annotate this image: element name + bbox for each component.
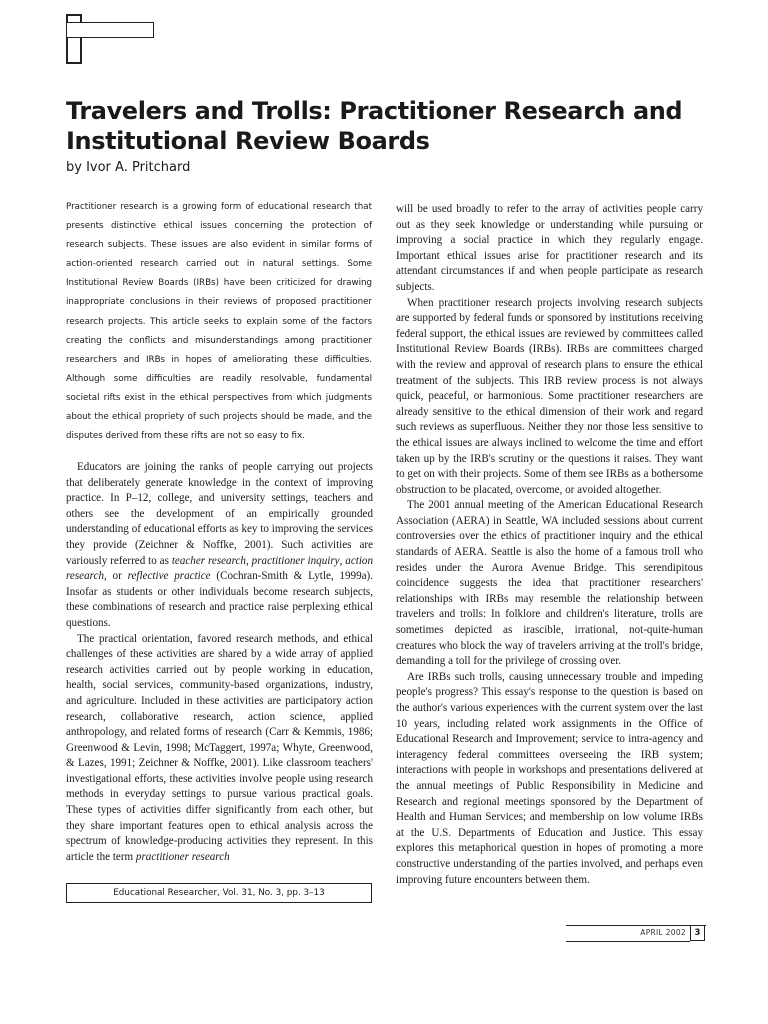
body-text: Educators are joining the ranks of people carrying out projects that deliberately generate knowledge in the context of improving practice. In P–12, college, and university settings, teachers and others see the development of an empirically grounded understanding of educational efforts as key to improving the services they provide (Zeichner & Noffke, 2001). Such activities are variously referred to as xyxy=(66,461,373,567)
article-abstract: Practitioner research is a growing form of educational research that presents distinctive ethical issues concerning the protection of research subjects. These issues are also evident in similar forms of action-oriented research carried out in natural settings. Some Institutional Review Boards (IRBs) have been criticized for drawing inappropriate conclusions in their reviews of proposed practitioner research projects. This article seeks to explain some of the factors creating the conflicts and misunderstandings among practitioner researchers and IRBs in hopes of ameliorating these difficulties. Although some difficulties are readily resolvable, fundamental societal rifts exist in the ethical perspectives from which judgments about the ethical propriety of such projects should be made, and the disputes derived from these rifts are not so easy to fix. xyxy=(66,202,372,442)
corner-bar-mark xyxy=(66,22,154,38)
separator: , xyxy=(339,554,346,567)
body-column-left xyxy=(66,460,373,865)
body-text: The practical orientation, favored research methods, and ethical challenges of these activities are shared by a wide array of applied research activities carried out by people working in education, health, social services, community-based organizations, industry, and agriculture. Included in these activities are participatory action research, collaborative research, action science, applied anthropology, and related forms of research (Carr & Kemmis, 1986; Greenwood & Levin, 1998; McTaggert, 1997a; Whyte, Greenwood, & Lazes, 1991; Zeichner & Noffke, 2001). Like classroom teachers' investigational efforts, these activities involve people using research methods in everyday settings to pursue various practical goals. These types of activities differ significantly from each other, but they share important features open to ethical analysis across the spectrum of knowledge-producing activities they represent. In this article the term xyxy=(66,632,373,863)
article-title: Travelers and Trolls: Practitioner Research and Institutional Review Boards xyxy=(66,97,683,155)
body-paragraph: will be used broadly to refer to the array of activities people carry out as they seek knowledge or understanding while pursuing or improving a social practice in which they regularly engage. Important ethical issues arise for practitioner research and its attendant circumstances if and when people participate as research subjects. xyxy=(396,203,703,293)
page-number: 3 xyxy=(690,925,705,941)
emphasis-term: action research xyxy=(66,554,373,583)
body-text: (Cochran-Smith & Lytle, 1999a). Insofar as students or other individuals become research subjects, these combinations of research and practice raise perplexing ethical questions. xyxy=(66,570,374,629)
journal-citation: Educational Researcher, Vol. 31, No. 3, pp. 3–13 xyxy=(113,888,325,898)
footer-date: APRIL 2002 xyxy=(640,928,686,937)
emphasis-term: teacher research xyxy=(171,554,246,567)
body-paragraph xyxy=(66,460,373,632)
emphasis-term: reflective practice xyxy=(127,570,211,583)
article-byline: by Ivor A. Pritchard xyxy=(66,160,191,175)
body-paragraph: Are IRBs such trolls, causing unnecessary trouble and impeding people's progress? This essay's response to the question is based on the author's various experiences with the current system over the last 10 years, including related work assignments in the Office of Educational Research and Improvement; service to intra-agency and interagency federal committees overseeing the IRB system; interactions with people in workshops and presentations delivered at the annual meetings of Public Responsibility in Medicine and Research and regional meetings sponsored by the Department of Health and Human Services; and membership on low volume IRBs at the U.S. Departments of Education and Justice. This essay explores this metaphorical question in hopes of promoting a more constructive understanding of the parties involved, and perhaps even improving future encounters between them. xyxy=(396,670,703,886)
body-paragraph: When practitioner research projects involving research subjects are supported by federal funds or sponsored by institutions receiving federal support, the ethical issues are reviewed by committees called Institutional Review Boards (IRBs). IRBs are committees charged with the review and approval of research plans to ensure the ethical treatment of the subjects. This IRB review process is not always quick, peaceful, or harmonious. Some practitioner researchers are already sensitive to the ethical dimension of their work and regard such reviews as superfluous. Neither they nor those less sensitive to the ethical issues are always inclined to welcome the time and effort taken up by the IRB's scrutiny or the questions it raises. They want to get on with their projects. Some of them see IRBs as a bothersome obstruction to be placated, overcome, or avoided altogether. xyxy=(396,296,703,496)
emphasis-term: practitioner inquiry xyxy=(251,554,340,567)
body-paragraph: The 2001 annual meeting of the American Educational Research Association (AERA) in Seattle, WA included sessions about current controversies over the ethics of practitioner inquiry and the ethical standards of AERA. Seattle is also the home of a famous troll who resides under the Aurora Avenue Bridge. This serendipitous coincidence suggests the idea that practitioner researchers' relationships with IRBs may resemble the relationship between travelers and trolls: In folklore and children's literature, trolls are sometimes depicted as irascible, irrational, not-quite-human creatures who block the way of travelers arriving at the troll's bridge, demanding a toll for the privilege of crossing over. xyxy=(396,499,703,668)
body-column-right xyxy=(396,202,703,888)
separator: , or xyxy=(104,570,128,583)
emphasis-term: practitioner research xyxy=(135,850,230,863)
journal-citation-box xyxy=(66,883,372,903)
footer-rule-lower xyxy=(566,941,690,942)
separator: , xyxy=(245,554,252,567)
footer-rule xyxy=(566,925,706,926)
body-paragraph xyxy=(66,632,373,866)
